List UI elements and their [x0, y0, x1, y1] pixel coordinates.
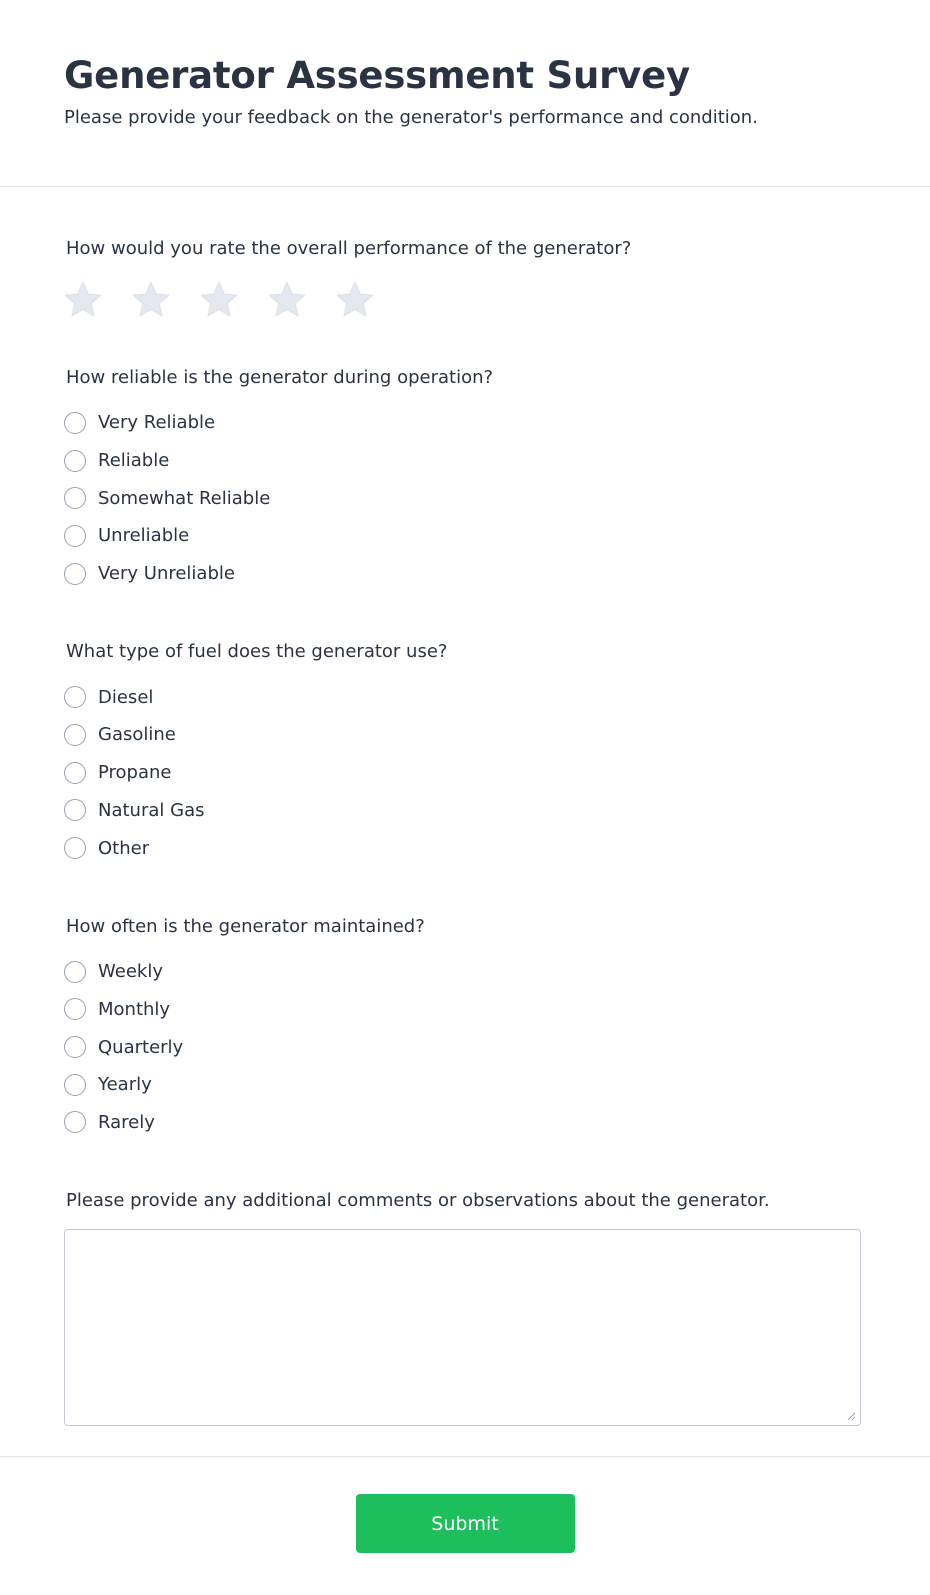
option-label: Yearly [98, 1074, 152, 1096]
fuel-question: What type of fuel does the generator use? [66, 641, 448, 663]
reliability-section [66, 366, 930, 592]
radio-button[interactable] [64, 724, 86, 746]
page-subtitle: Please provide your feedback on the generator's performance and condition. [64, 107, 758, 128]
radio-button[interactable] [64, 762, 86, 784]
comments-question: Please provide any additional comments or observations about the generator. [66, 1190, 770, 1212]
submit-button[interactable]: Submit [356, 1494, 575, 1553]
comments-textarea[interactable] [65, 1230, 860, 1425]
reliability-option-very-unreliable[interactable] [66, 555, 930, 593]
maintenance-question: How often is the generator maintained? [66, 915, 425, 937]
survey-header [0, 0, 930, 134]
reliability-option-very-reliable[interactable] [66, 404, 930, 442]
survey-footer [0, 1457, 930, 1553]
star-3-icon[interactable] [199, 280, 239, 320]
radio-button[interactable] [64, 686, 86, 708]
reliability-option-unreliable[interactable] [66, 517, 930, 555]
fuel-option-gasoline[interactable] [66, 716, 930, 754]
fuel-option-propane[interactable] [66, 754, 930, 792]
comments-box [64, 1229, 861, 1426]
option-label: Natural Gas [98, 799, 205, 821]
radio-button[interactable] [64, 487, 86, 509]
comments-section [66, 1189, 930, 1426]
option-label: Weekly [98, 961, 163, 983]
maintenance-option-yearly[interactable] [66, 1066, 930, 1104]
option-label: Unreliable [98, 525, 190, 547]
reliability-option-reliable[interactable] [66, 442, 930, 480]
fuel-option-natural-gas[interactable] [66, 792, 930, 830]
reliability-options [66, 404, 930, 592]
radio-button[interactable] [64, 837, 86, 859]
fuel-options [66, 678, 930, 866]
fuel-option-diesel[interactable] [66, 678, 930, 716]
radio-button[interactable] [64, 412, 86, 434]
fuel-option-other[interactable] [66, 829, 930, 867]
maintenance-option-rarely[interactable] [66, 1104, 930, 1142]
option-label: Gasoline [98, 724, 176, 746]
header-divider [0, 186, 930, 187]
radio-button[interactable] [64, 1036, 86, 1058]
option-label: Very Reliable [98, 412, 216, 434]
resize-handle-icon[interactable] [846, 1411, 856, 1421]
survey-body [0, 237, 930, 1426]
rating-question: How would you rate the overall performance of the generator? [66, 238, 632, 259]
maintenance-options [66, 953, 930, 1141]
radio-button[interactable] [64, 1074, 86, 1096]
radio-button[interactable] [64, 1111, 86, 1133]
star-1-icon[interactable] [63, 280, 103, 320]
option-label: Other [98, 837, 150, 859]
maintenance-option-monthly[interactable] [66, 991, 930, 1029]
star-2-icon[interactable] [131, 280, 171, 320]
reliability-question: How reliable is the generator during operation? [66, 367, 494, 388]
radio-button[interactable] [64, 998, 86, 1020]
star-rating [63, 280, 930, 320]
option-label: Quarterly [98, 1036, 184, 1058]
fuel-section [66, 640, 930, 866]
radio-button[interactable] [64, 799, 86, 821]
maintenance-section [66, 915, 930, 1141]
maintenance-option-weekly[interactable] [66, 953, 930, 991]
option-label: Reliable [98, 450, 170, 472]
reliability-option-somewhat-reliable[interactable] [66, 479, 930, 517]
radio-button[interactable] [64, 450, 86, 472]
radio-button[interactable] [64, 961, 86, 983]
option-label: Somewhat Reliable [98, 487, 271, 509]
page-title: Generator Assessment Survey [64, 54, 690, 97]
option-label: Propane [98, 762, 172, 784]
star-5-icon[interactable] [335, 280, 375, 320]
star-4-icon[interactable] [267, 280, 307, 320]
option-label: Rarely [98, 1111, 155, 1133]
maintenance-option-quarterly[interactable] [66, 1028, 930, 1066]
option-label: Very Unreliable [98, 563, 235, 585]
option-label: Diesel [98, 686, 154, 708]
radio-button[interactable] [64, 525, 86, 547]
radio-button[interactable] [64, 563, 86, 585]
option-label: Monthly [98, 998, 171, 1020]
